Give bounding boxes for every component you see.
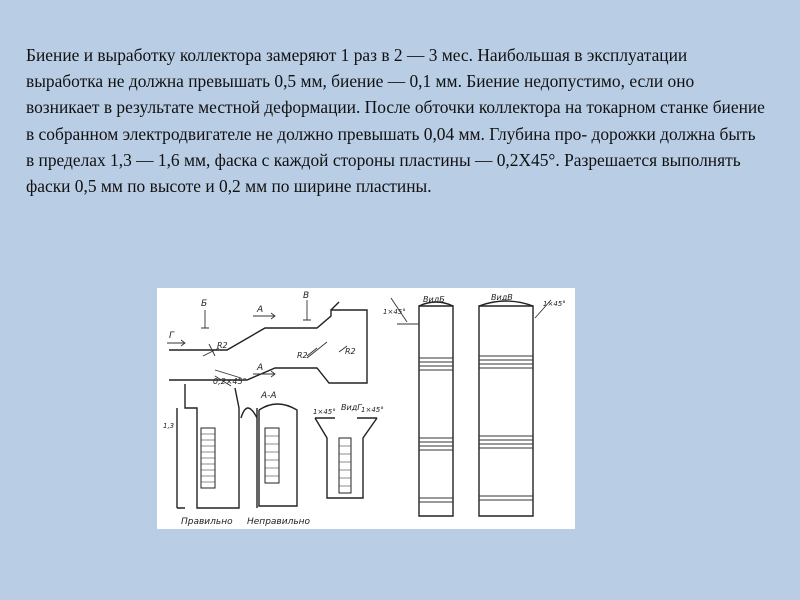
- figure-labels: [163, 291, 566, 527]
- label-view-g: ВидГ: [341, 403, 362, 412]
- label-a-top: А: [257, 305, 264, 315]
- label-chamfer-1x45-c: 1×45°: [383, 308, 406, 316]
- label-correct: Правильно: [181, 517, 233, 527]
- label-v: В: [303, 291, 310, 301]
- view-v: [479, 300, 551, 516]
- label-section-aa: А-А: [261, 391, 277, 401]
- label-b: Б: [201, 299, 208, 309]
- label-r2-b: R2: [297, 351, 308, 360]
- commutator-drawing-svg: [157, 288, 575, 529]
- label-incorrect: Неправильно: [247, 517, 311, 527]
- label-dim-13: 1,3: [163, 422, 175, 430]
- label-chamfer-1x45-a: 1×45°: [313, 408, 336, 416]
- slide-body-text: Биение и выработку коллектора замеряют 1 раз в 2 — 3 мес. Наибольшая в эксплуатации выработка не должна превышать 0,5 мм, биение — 0,1 мм. Биение недопустимо, если оно возникает в результате местной деформации. После обточки коллектора на токарном станке биение в собранном электродвигателе не должно превышать 0,04 мм. Глубина про- дорожки должна быть в пределах 1,3 — 1,6 мм, фаска с каждой стороны пластины — 0,2Х45°. Разрешается выполнять фаски 0,5 мм по высоте и 0,2 мм по ширине пластины.: [26, 45, 765, 197]
- commutator-drawing: [157, 288, 575, 529]
- profile-view: [167, 300, 367, 383]
- label-a-bottom: А: [257, 363, 264, 373]
- label-r2-c: R2: [345, 347, 356, 356]
- label-g: Г: [169, 331, 175, 341]
- view-b: [391, 298, 453, 516]
- section-views: [177, 370, 297, 508]
- label-view-v: ВидВ: [491, 293, 513, 302]
- label-chamfer-02: 0,2×45°: [213, 377, 247, 386]
- label-chamfer-1x45-b: 1×45°: [361, 406, 384, 414]
- label-chamfer-1x45-d: 1×45°: [543, 300, 566, 308]
- label-r2-a: R2: [217, 341, 228, 350]
- label-view-b: ВидБ: [423, 295, 445, 304]
- view-g: [315, 418, 377, 498]
